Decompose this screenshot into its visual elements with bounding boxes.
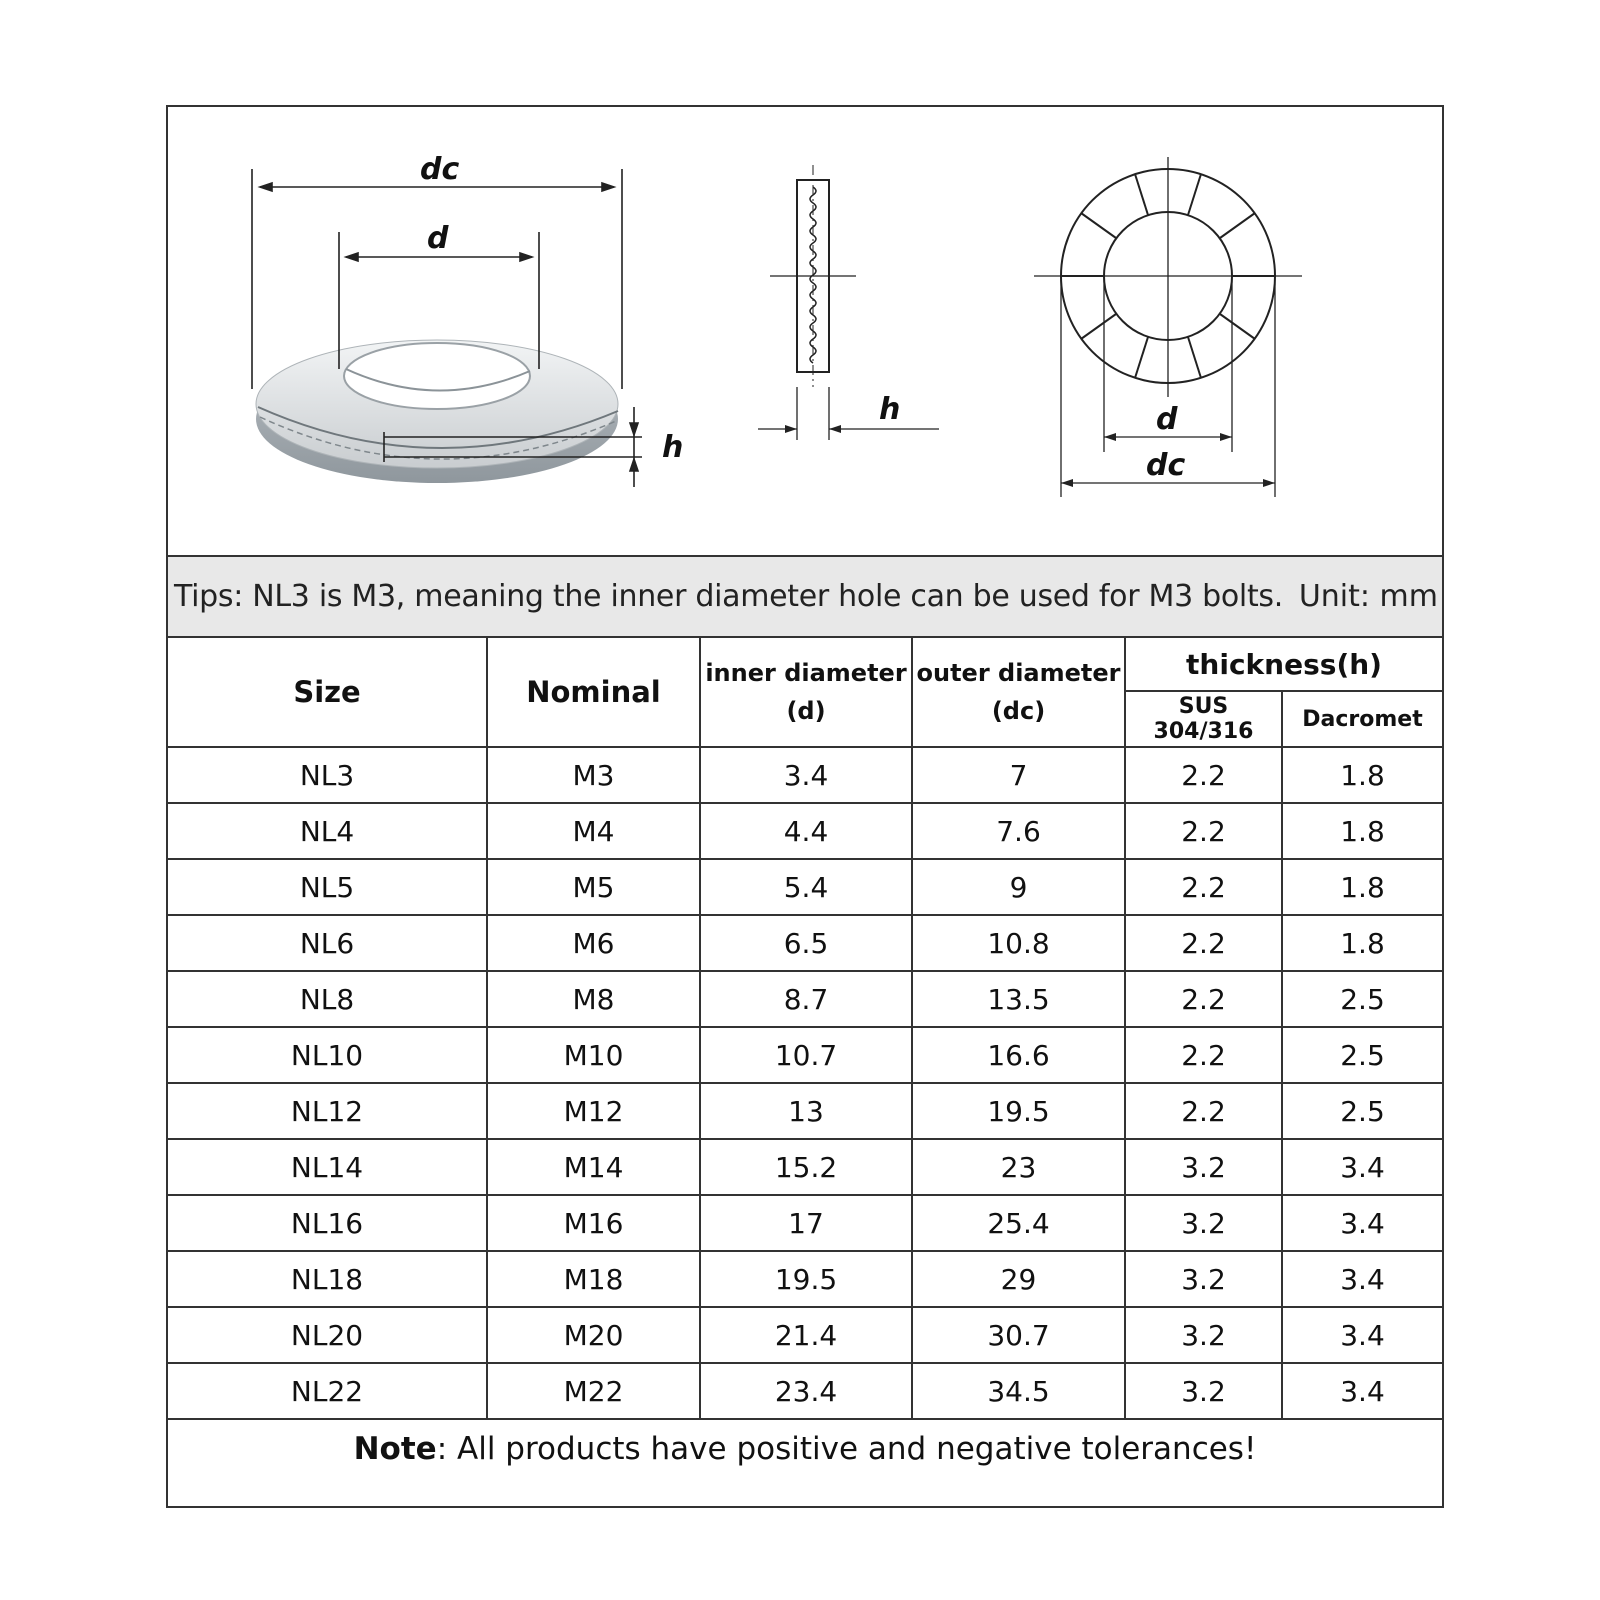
cell-dacromet: 3.4 [1282, 1139, 1442, 1195]
cell-dacromet: 2.5 [1282, 1083, 1442, 1139]
cell-size: NL16 [168, 1195, 487, 1251]
tips-banner [168, 555, 1442, 638]
cell-size: NL18 [168, 1251, 487, 1307]
cell-nominal: M12 [487, 1083, 700, 1139]
cell-nominal: M20 [487, 1307, 700, 1363]
cell-inner: 23.4 [700, 1363, 912, 1419]
cell-sus: 3.2 [1125, 1139, 1282, 1195]
header-outer-line2: (dc) [991, 697, 1046, 725]
cell-outer: 13.5 [912, 971, 1125, 1027]
cell-nominal: M3 [487, 747, 700, 803]
table-row [168, 1083, 1442, 1139]
cell-inner: 4.4 [700, 803, 912, 859]
cell-size: NL20 [168, 1307, 487, 1363]
cell-inner: 13 [700, 1083, 912, 1139]
header-outer-line1: outer diameter [916, 659, 1121, 687]
cell-outer: 7 [912, 747, 1125, 803]
side-view [758, 165, 939, 440]
cell-sus: 2.2 [1125, 803, 1282, 859]
cell-dacromet: 3.4 [1282, 1251, 1442, 1307]
table-body [168, 747, 1442, 1419]
cell-nominal: M4 [487, 803, 700, 859]
cell-dacromet: 1.8 [1282, 915, 1442, 971]
header-inner-diameter [700, 638, 912, 747]
cell-inner: 21.4 [700, 1307, 912, 1363]
cell-inner: 10.7 [700, 1027, 912, 1083]
tips-text: Tips: NL3 is M3, meaning the inner diameter hole can be used for M3 bolts. [174, 579, 1283, 614]
cell-sus: 2.2 [1125, 747, 1282, 803]
header-size: Size [168, 638, 487, 747]
cell-outer: 9 [912, 859, 1125, 915]
cell-inner: 3.4 [700, 747, 912, 803]
cell-size: NL6 [168, 915, 487, 971]
header-inner-line1: inner diameter [705, 659, 907, 687]
cell-sus: 2.2 [1125, 859, 1282, 915]
cell-size: NL22 [168, 1363, 487, 1419]
cell-sus: 2.2 [1125, 915, 1282, 971]
cell-inner: 15.2 [700, 1139, 912, 1195]
cell-outer: 7.6 [912, 803, 1125, 859]
cell-nominal: M22 [487, 1363, 700, 1419]
header-outer-diameter [912, 638, 1125, 747]
cell-nominal: M5 [487, 859, 700, 915]
cell-outer: 10.8 [912, 915, 1125, 971]
cell-dacromet: 2.5 [1282, 1027, 1442, 1083]
cell-nominal: M6 [487, 915, 700, 971]
cell-inner: 17 [700, 1195, 912, 1251]
cell-sus: 3.2 [1125, 1307, 1282, 1363]
perspective-washer [256, 340, 618, 483]
cell-inner: 5.4 [700, 859, 912, 915]
cell-sus: 3.2 [1125, 1195, 1282, 1251]
table-row [168, 1251, 1442, 1307]
table-row [168, 971, 1442, 1027]
cell-dacromet: 1.8 [1282, 747, 1442, 803]
cell-size: NL3 [168, 747, 487, 803]
washer-diagram [168, 107, 1442, 555]
cell-inner: 6.5 [700, 915, 912, 971]
cell-outer: 16.6 [912, 1027, 1125, 1083]
table-row [168, 1195, 1442, 1251]
cell-size: NL4 [168, 803, 487, 859]
table-row [168, 1307, 1442, 1363]
cell-outer: 29 [912, 1251, 1125, 1307]
table-row [168, 803, 1442, 859]
perspective-dc-label: dc [420, 152, 460, 187]
cell-outer: 19.5 [912, 1083, 1125, 1139]
unit-text: Unit: mm [1298, 579, 1438, 614]
cell-dacromet: 1.8 [1282, 803, 1442, 859]
perspective-h-label: h [662, 430, 684, 465]
note-footer [168, 1401, 1442, 1506]
cell-nominal: M16 [487, 1195, 700, 1251]
front-dc-label: dc [1146, 448, 1186, 483]
cell-nominal: M10 [487, 1027, 700, 1083]
front-view [1034, 157, 1302, 497]
cell-outer: 34.5 [912, 1363, 1125, 1419]
table-row [168, 915, 1442, 971]
cell-dacromet: 2.5 [1282, 971, 1442, 1027]
table-row [168, 1139, 1442, 1195]
cell-inner: 19.5 [700, 1251, 912, 1307]
cell-outer: 23 [912, 1139, 1125, 1195]
cell-inner: 8.7 [700, 971, 912, 1027]
note-text: : All products have positive and negative tolerances! [436, 1431, 1257, 1467]
cell-nominal: M14 [487, 1139, 700, 1195]
header-inner-line2: (d) [786, 697, 826, 725]
cell-sus: 3.2 [1125, 1251, 1282, 1307]
header-dacromet: Dacromet [1282, 691, 1442, 747]
cell-nominal: M8 [487, 971, 700, 1027]
cell-dacromet: 3.4 [1282, 1307, 1442, 1363]
cell-sus: 3.2 [1125, 1363, 1282, 1419]
size-table [168, 638, 1442, 1420]
cell-sus: 2.2 [1125, 971, 1282, 1027]
front-d-label: d [1156, 402, 1178, 437]
table-row [168, 1027, 1442, 1083]
cell-outer: 30.7 [912, 1307, 1125, 1363]
cell-size: NL14 [168, 1139, 487, 1195]
table-row [168, 859, 1442, 915]
note-label: Note [353, 1431, 437, 1467]
cell-size: NL8 [168, 971, 487, 1027]
cell-dacromet: 3.4 [1282, 1363, 1442, 1419]
cell-size: NL12 [168, 1083, 487, 1139]
spec-sheet [166, 105, 1444, 1508]
cell-nominal: M18 [487, 1251, 700, 1307]
cell-sus: 2.2 [1125, 1027, 1282, 1083]
table-row [168, 747, 1442, 803]
cell-dacromet: 3.4 [1282, 1195, 1442, 1251]
cell-outer: 25.4 [912, 1195, 1125, 1251]
cell-size: NL10 [168, 1027, 487, 1083]
cell-sus: 2.2 [1125, 1083, 1282, 1139]
header-sus: SUS 304/316 [1125, 691, 1282, 747]
cell-size: NL5 [168, 859, 487, 915]
header-thickness: thickness(h) [1125, 638, 1442, 691]
side-h-label: h [879, 392, 901, 427]
cell-dacromet: 1.8 [1282, 859, 1442, 915]
header-nominal: Nominal [487, 638, 700, 747]
perspective-d-label: d [427, 221, 449, 256]
